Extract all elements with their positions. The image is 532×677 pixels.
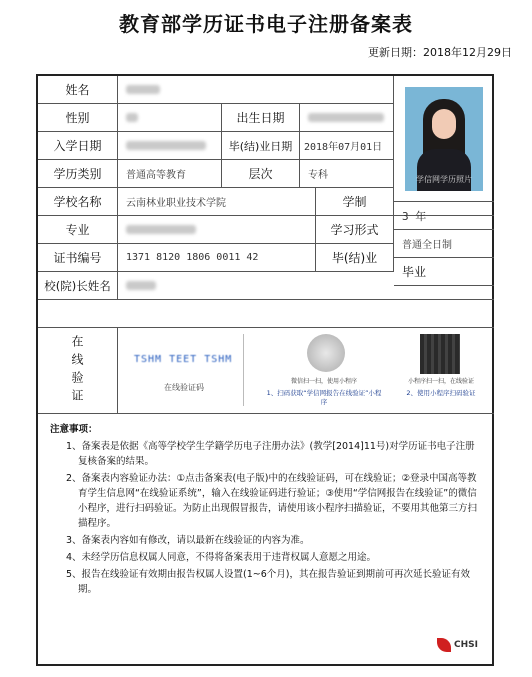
label-president: 校(院)长姓名 <box>38 272 118 300</box>
value-level: 专科 <box>300 160 394 188</box>
photo-watermark: 学信网学历照片 <box>416 174 472 184</box>
online-verify-area <box>118 328 494 414</box>
note-item: 2、备案表内容验证办法：①点击备案表(电子版)中的在线验证码，可在线验证；②登录中国高等教育学生信息网“在线验证系统”，输入在线验证码进行验证；③使用“学信网报告在线验证”的微信小程序，进行扫码验证。为防止出现假冒报告，请使用该小程序扫描验证，不要用其他第三方扫描程序。 <box>66 473 478 529</box>
value-birth-date <box>300 104 394 132</box>
label-grad: 毕(结)业 <box>316 244 394 272</box>
update-date: 更新日期：2018年12月29日 <box>368 46 512 59</box>
label-enroll-date: 入学日期 <box>38 132 118 160</box>
label-school: 学校名称 <box>38 188 118 216</box>
verify-code-box[interactable] <box>124 334 244 406</box>
note-item: 3、备案表内容如有修改，请以最新在线验证的内容为准。 <box>66 535 310 546</box>
value-school: 云南林业职业技术学院 <box>118 188 316 216</box>
mini-program-caption: 1、扫码获取“学信网报告在线验证”小程序 <box>266 389 382 406</box>
redacted-gender <box>126 113 138 122</box>
label-online-verify <box>38 328 118 414</box>
photo-cell <box>394 76 494 202</box>
label-cert-no: 证书编号 <box>38 244 118 272</box>
value-study-form: 普通全日制 <box>394 230 494 258</box>
redacted-birth-date <box>308 113 384 122</box>
label-study-form: 学习形式 <box>316 216 394 244</box>
value-name <box>118 76 394 104</box>
note-item: 4、未经学历信息权属人同意，不得将备案表用于违背权属人意愿之用途。 <box>66 552 377 563</box>
value-major <box>118 216 316 244</box>
redacted-major <box>126 225 196 234</box>
notes-heading: 注意事项： <box>50 424 98 435</box>
student-photo <box>405 87 483 191</box>
redacted-name <box>126 85 160 94</box>
chsi-logo-text: CHSI <box>454 640 478 650</box>
qr-code[interactable] <box>394 334 488 406</box>
qr-code-icon <box>420 334 460 374</box>
value-enroll-date <box>118 132 222 160</box>
verify-code-caption: 在线验证码 <box>164 383 204 392</box>
label-edu-type: 学历类别 <box>38 160 118 188</box>
value-president <box>118 272 494 300</box>
label-gender: 性别 <box>38 104 118 132</box>
mini-program-icon <box>307 334 345 372</box>
note-item: 5、报告在线验证有效期由报告权属人设置(1~6个月)，其在报告验证到期前可再次延长验证有效期。 <box>66 569 471 595</box>
value-edu-type: 普通高等教育 <box>118 160 222 188</box>
notes-section <box>50 422 480 599</box>
page-title: 教育部学历证书电子注册备案表 <box>119 12 413 36</box>
label-level: 层次 <box>222 160 300 188</box>
qr-caption: 2、使用小程序扫码验证 <box>406 389 476 397</box>
label-major: 专业 <box>38 216 118 244</box>
label-name: 姓名 <box>38 76 118 104</box>
chsi-bird-icon <box>437 638 451 652</box>
blank-row <box>38 300 494 328</box>
value-grad-date: 2018年07月01日 <box>300 132 394 160</box>
mini-program-hint: 微信扫一扫，使用小程序 <box>290 378 357 385</box>
redacted-president <box>126 281 156 290</box>
note-item: 1、备案表是依据《高等学校学生学籍学历电子注册办法》(教学[2014]11号)对学历证书电子注册复核备案的结果。 <box>66 441 475 467</box>
mini-program-code[interactable] <box>265 334 383 406</box>
value-gender <box>118 104 222 132</box>
label-grad-date: 毕(结)业日期 <box>222 132 300 160</box>
chsi-logo <box>437 638 478 652</box>
registration-form <box>36 74 494 666</box>
label-birth-date: 出生日期 <box>222 104 300 132</box>
label-duration: 学制 <box>316 188 394 216</box>
value-grad: 毕业 <box>394 258 494 286</box>
online-verify-text: 在线验证 <box>70 334 84 407</box>
value-duration: 3 年 <box>394 202 494 230</box>
verify-code[interactable]: TSHM TEET TSHM <box>134 354 233 365</box>
redacted-enroll-date <box>126 141 206 150</box>
qr-hint: 小程序扫一扫，在线验证 <box>407 378 474 385</box>
value-cert-no: 1371 8120 1806 0011 42 <box>118 244 316 272</box>
